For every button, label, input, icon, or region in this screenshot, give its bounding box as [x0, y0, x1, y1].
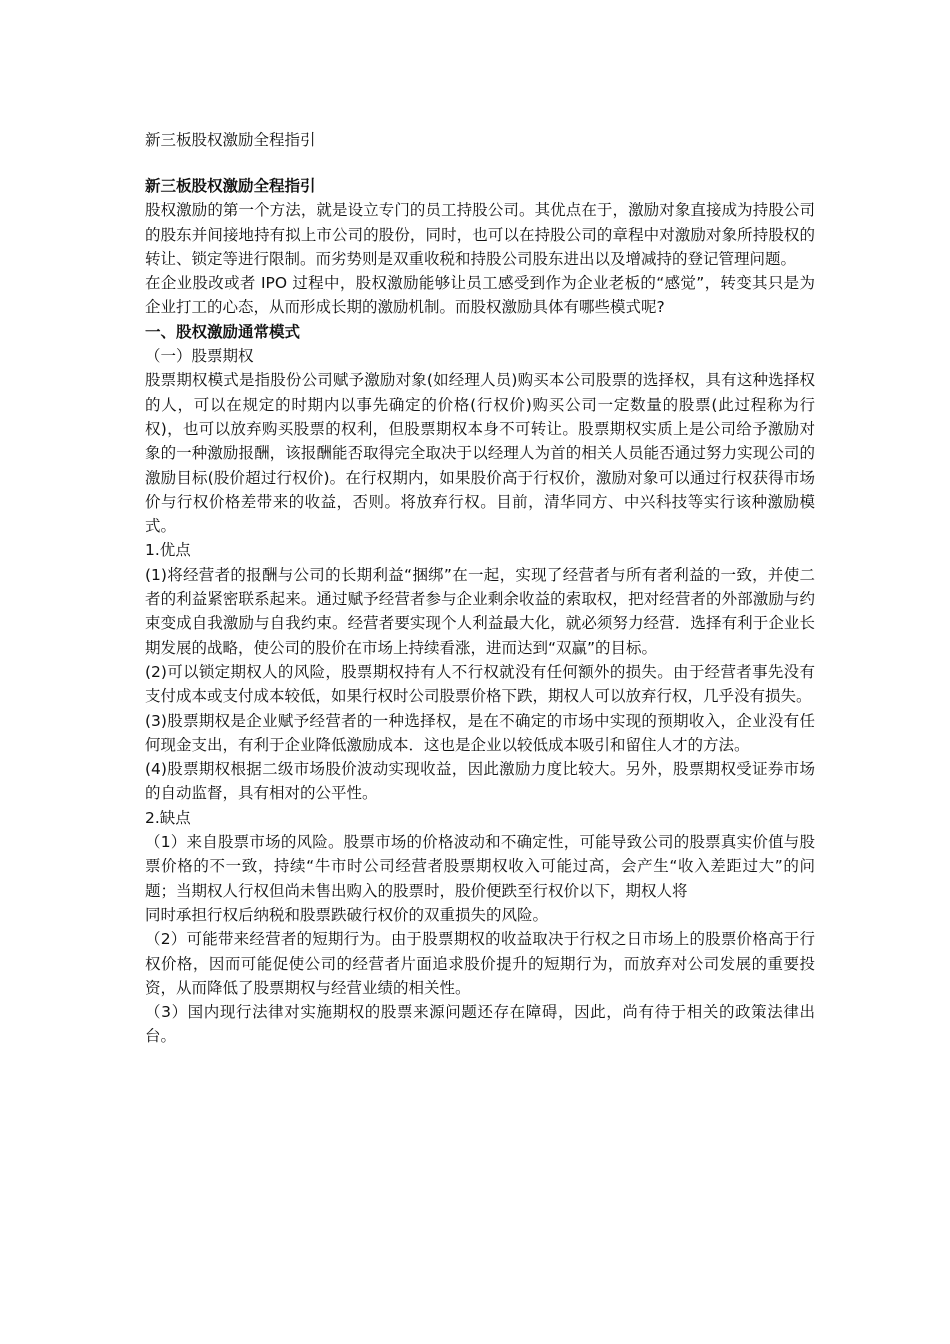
list-heading: 2.缺点 — [145, 808, 191, 827]
paragraph: 同时承担行权后纳税和股票跌破行权价的双重损失的风险。 — [145, 905, 549, 924]
list-heading: 1.优点 — [145, 541, 191, 560]
paragraph: 股权激励的第一个方法，就是设立专门的员工持股公司。其优点在于，激励对象直接成为持股公司的股东并间接地持有拟上市公司的股份，同时，也可以在持股公司的章程中对激励对象所持股权的转让、锁定等进行限制。而劣势则是双重收税和持股公司股东进出以及增减持的登记管理问题。 — [145, 201, 815, 268]
paragraph: (3)股票期权是企业赋予经营者的一种选择权，是在不确定的市场中实现的预期收入，企业没有任何现金支出，有利于企业降低激励成本．这也是企业以较低成本吸引和留住人才的方法。 — [145, 711, 815, 754]
section-heading: 一、股权激励通常模式 — [145, 322, 301, 341]
paragraph: （1）来自股票市场的风险。股票市场的价格波动和不确定性，可能导致公司的股票真实价值与股票价格的不一致，持续“牛市时公司经营者股票期权收入可能过高，会产生“收入差距过大”的问题；当期权人行权但尚未售出购入的股票时，股价便跌至行权价以下，期权人将 — [145, 833, 815, 900]
document-body — [145, 174, 815, 1049]
subsection-heading: （一）股票期权 — [145, 347, 254, 366]
paragraph: 股票期权模式是指股份公司赋予激励对象(如经理人员)购买本公司股票的选择权，具有这种选择权的人，可以在规定的时期内以事先确定的价格(行权价)购买公司一定数量的股票(此过程称为行权)，也可以放弃购买股票的权利，但股票期权本身不可转让。股票期权实质上是公司给予激励对象的一种激励报酬，该报酬能否取得完全取决于以经理人为首的相关人员能否通过努力实现公司的激励目标(股价超过行权价)。在行权期内，如果股价高于行权价，激励对象可以通过行权获得市场价与行权价格差带来的收益，否则。将放弃行权。目前，清华同方、中兴科技等实行该种激励模式。 — [145, 371, 815, 536]
document-header-title: 新三板股权激励全程指引 — [145, 131, 316, 149]
paragraph: (2)可以锁定期权人的风险，股票期权持有人不行权就没有任何额外的损失。由于经营者事先没有支付成本或支付成本较低，如果行权时公司股票价格下跌，期权人可以放弃行权，几乎没有损失。 — [145, 662, 815, 706]
paragraph: （3）国内现行法律对实施期权的股票来源问题还存在障碍，因此，尚有待于相关的政策法律出台。 — [145, 1003, 815, 1046]
paragraph: (4)股票期权根据二级市场股价波动实现收益，因此激励力度比较大。另外，股票期权受证券市场的自动监督，具有相对的公平性。 — [145, 760, 815, 803]
body-title: 新三板股权激励全程指引 — [145, 177, 316, 195]
paragraph: （2）可能带来经营者的短期行为。由于股票期权的收益取决于行权之日市场上的股票价格高于行权价格，因而可能促使公司的经营者片面追求股价提升的短期行为，而放弃对公司发展的重要投资，从而降低了股票期权与经营业绩的相关性。 — [145, 930, 815, 997]
paragraph: (1)将经营者的报酬与公司的长期利益“捆绑”在一起，实现了经营者与所有者利益的一致，并使二者的利益紧密联系起来。通过赋予经营者参与企业剩余收益的索取权，把对经营者的外部激励与约束变成自我激励与自我约束。经营者要实现个人利益最大化，就必须努力经营．选择有利于企业长期发展的战略，使公司的股价在市场上持续看涨，进而达到“双赢”的目标。 — [145, 565, 815, 657]
paragraph: 在企业股改或者 IPO 过程中，股权激励能够让员工感受到作为企业老板的“感觉”，转变其只是为企业打工的心态，从而形成长期的激励机制。而股权激励具体有哪些模式呢? — [145, 274, 815, 317]
